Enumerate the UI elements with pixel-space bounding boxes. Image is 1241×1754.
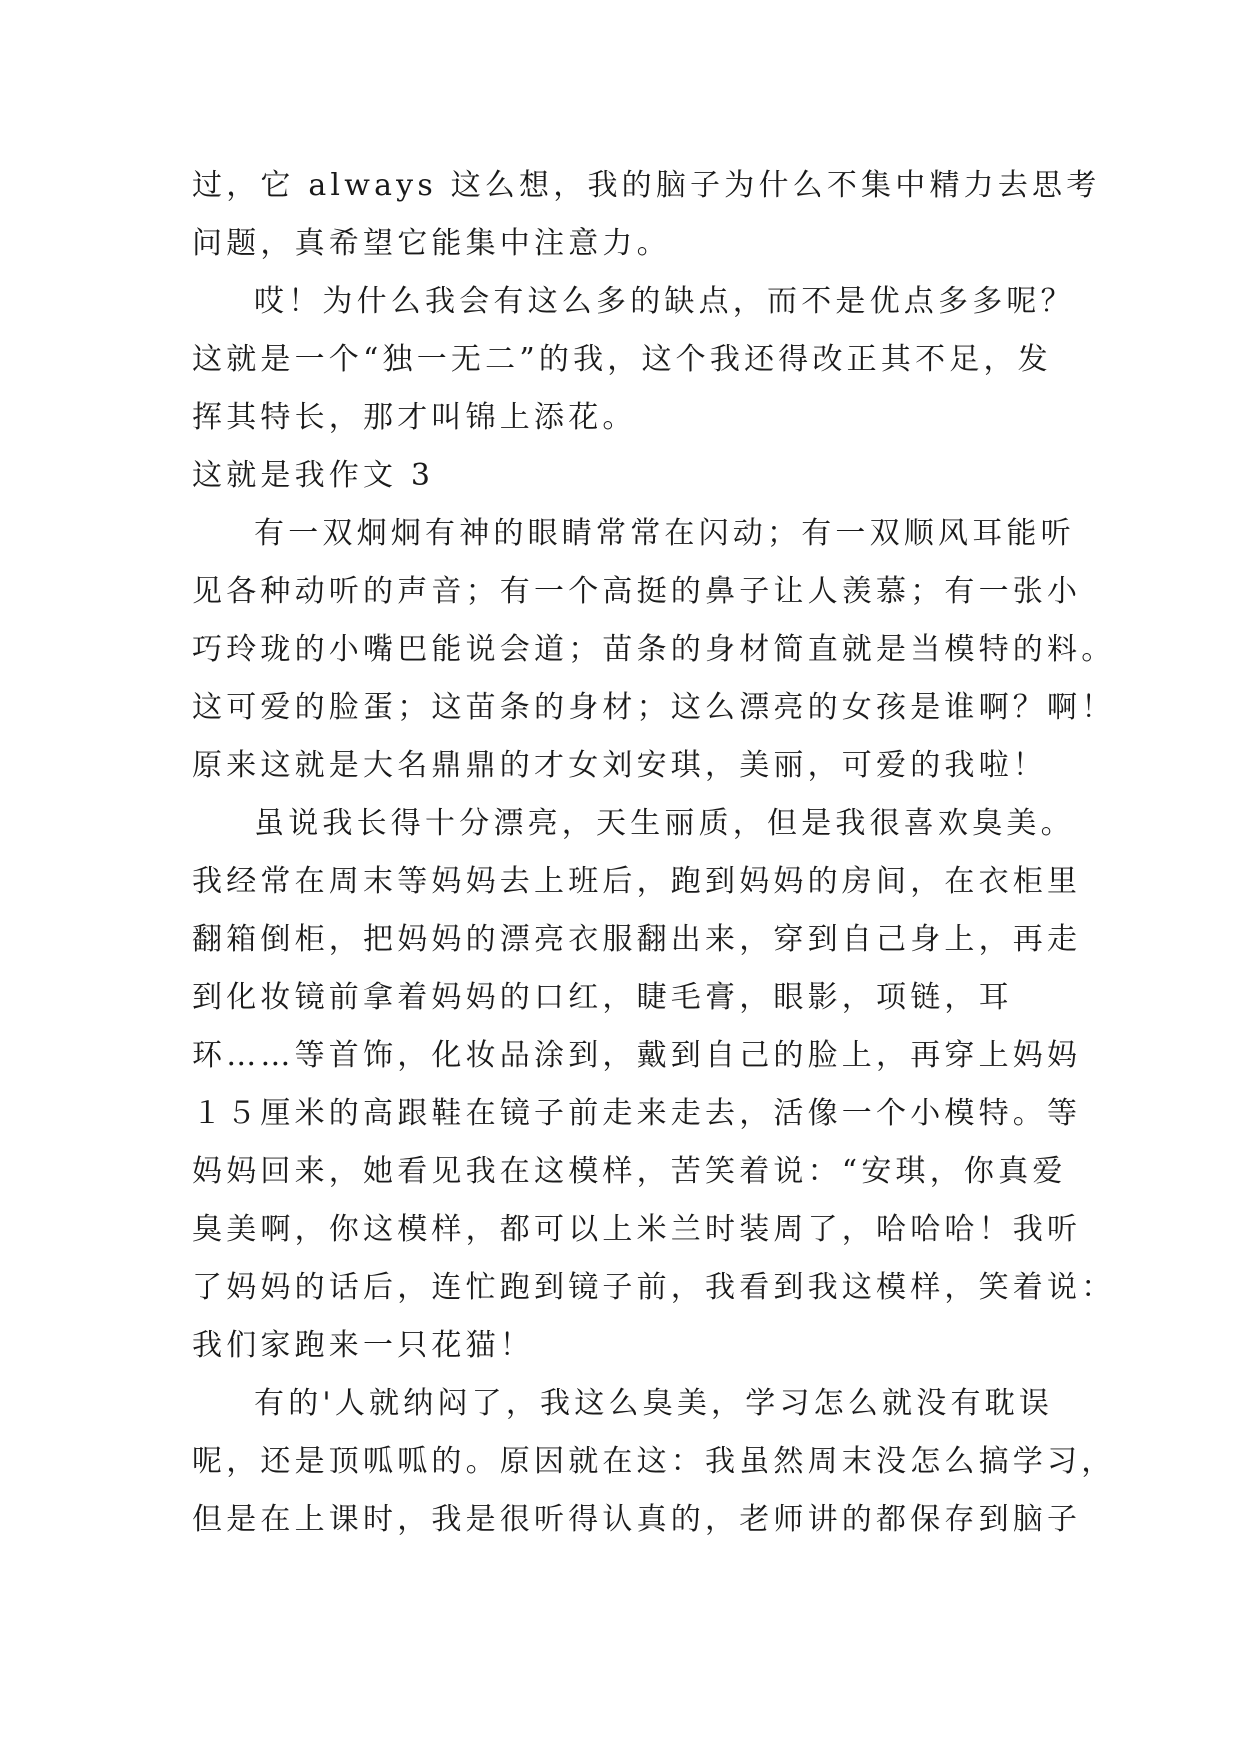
text-line: 问题，真希望它能集中注意力。: [192, 226, 671, 261]
paragraph-first-line: 虽说我长得十分漂亮，天生丽质，但是我很喜欢臭美。: [254, 806, 1075, 841]
text-line: 见各种动听的声音；有一个高挺的鼻子让人羡慕；有一张小: [192, 574, 1082, 609]
text-line: 翻箱倒柜，把妈妈的漂亮衣服翻出来，穿到自己身上，再走: [192, 922, 1082, 957]
text-line: 过，它 always 这么想，我的脑子为什么不集中精力去思考: [192, 168, 1101, 203]
text-line: 但是在上课时，我是很听得认真的，老师讲的都保存到脑子: [192, 1502, 1082, 1537]
paragraph-first-line: 有一双炯炯有神的眼睛常常在闪动；有一双顺风耳能听: [254, 516, 1075, 551]
text-line: 环……等首饰，化妆品涂到，戴到自己的脸上，再穿上妈妈: [192, 1038, 1082, 1073]
text-line: 这可爱的脸蛋；这苗条的身材；这么漂亮的女孩是谁啊？啊！: [192, 690, 1116, 725]
text-line: 到化妆镜前拿着妈妈的口红，睫毛膏，眼影，项链，耳: [192, 980, 1013, 1015]
text-line: 原来这就是大名鼎鼎的才女刘安琪，美丽，可爱的我啦！: [192, 748, 1047, 783]
text-line: 挥其特长，那才叫锦上添花。: [192, 400, 637, 435]
text-line: １５厘米的高跟鞋在镜子前走来走去，活像一个小模特。等: [192, 1096, 1082, 1131]
paragraph-first-line: 有的'人就纳闷了，我这么臭美，学习怎么就没有耽误: [254, 1386, 1054, 1421]
text-line: 了妈妈的话后，连忙跑到镜子前，我看到我这模样，笑着说：: [192, 1270, 1116, 1305]
paragraph-first-line: 哎！为什么我会有这么多的缺点，而不是优点多多呢？: [254, 284, 1075, 319]
text-line: 我经常在周末等妈妈去上班后，跑到妈妈的房间，在衣柜里: [192, 864, 1082, 899]
text-line: 妈妈回来，她看见我在这模样，苦笑着说：“安琪，你真爱: [192, 1154, 1067, 1189]
text-line: 臭美啊，你这模样，都可以上米兰时装周了，哈哈哈！我听: [192, 1212, 1082, 1247]
text-line: 这就是一个“独一无二”的我，这个我还得改正其不足，发: [192, 342, 1052, 377]
text-line: 巧玲珑的小嘴巴能说会道；苗条的身材简直就是当模特的料。: [192, 632, 1116, 667]
section-heading: 这就是我作文 3: [192, 458, 435, 493]
text-line: 呢，还是顶呱呱的。原因就在这：我虽然周末没怎么搞学习，: [192, 1444, 1116, 1479]
text-line: 我们家跑来一只花猫！: [192, 1328, 534, 1363]
